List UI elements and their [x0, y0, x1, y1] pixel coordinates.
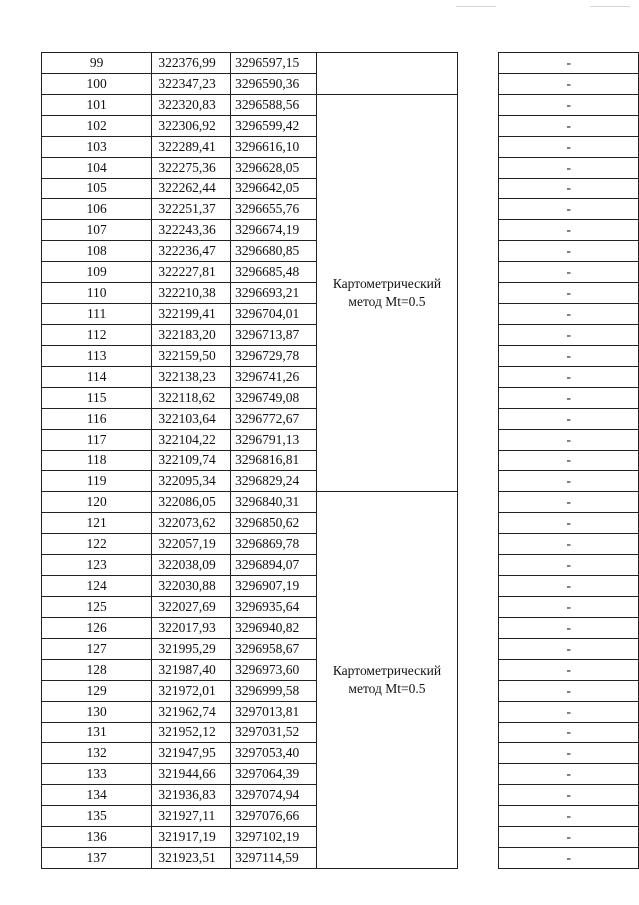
- remark-dash-cell: -: [499, 199, 639, 220]
- y-coordinate-cell: 3297076,66: [231, 806, 317, 827]
- remark-dash-cell: -: [499, 53, 639, 74]
- point-number-cell: 99: [42, 53, 152, 74]
- column-gap-cell: [458, 806, 499, 827]
- column-gap-cell: [458, 178, 499, 199]
- remark-dash-cell: -: [499, 785, 639, 806]
- table-row: [42, 492, 639, 513]
- x-coordinate-cell: 322027,69: [152, 596, 231, 617]
- column-gap-cell: [458, 283, 499, 304]
- x-coordinate-cell: 322109,74: [152, 450, 231, 471]
- column-gap-cell: [458, 366, 499, 387]
- column-gap-cell: [458, 827, 499, 848]
- column-gap-cell: [458, 199, 499, 220]
- column-gap-cell: [458, 513, 499, 534]
- x-coordinate-cell: 322227,81: [152, 262, 231, 283]
- remark-dash-cell: -: [499, 764, 639, 785]
- y-coordinate-cell: 3297013,81: [231, 701, 317, 722]
- y-coordinate-cell: 3296597,15: [231, 53, 317, 74]
- remark-dash-cell: -: [499, 324, 639, 345]
- y-coordinate-cell: 3296655,76: [231, 199, 317, 220]
- point-number-cell: 117: [42, 429, 152, 450]
- table-row: [42, 53, 639, 74]
- x-coordinate-cell: 322038,09: [152, 555, 231, 576]
- x-coordinate-cell: 321962,74: [152, 701, 231, 722]
- x-coordinate-cell: 321944,66: [152, 764, 231, 785]
- remark-dash-cell: -: [499, 513, 639, 534]
- remark-dash-cell: -: [499, 366, 639, 387]
- x-coordinate-cell: 322104,22: [152, 429, 231, 450]
- x-coordinate-cell: 321936,83: [152, 785, 231, 806]
- remark-dash-cell: -: [499, 659, 639, 680]
- point-number-cell: 112: [42, 324, 152, 345]
- x-coordinate-cell: 322199,41: [152, 304, 231, 325]
- remark-dash-cell: -: [499, 73, 639, 94]
- column-gap-cell: [458, 701, 499, 722]
- remark-dash-cell: -: [499, 806, 639, 827]
- point-number-cell: 128: [42, 659, 152, 680]
- column-gap-cell: [458, 115, 499, 136]
- y-coordinate-cell: 3296999,58: [231, 680, 317, 701]
- y-coordinate-cell: 3296973,60: [231, 659, 317, 680]
- y-coordinate-cell: 3296958,67: [231, 638, 317, 659]
- remark-dash-cell: -: [499, 471, 639, 492]
- method-note-cell: Картометрический метод Mt=0.5: [316, 94, 457, 492]
- column-gap-cell: [458, 848, 499, 869]
- column-gap-cell: [458, 722, 499, 743]
- point-number-cell: 105: [42, 178, 152, 199]
- x-coordinate-cell: 322017,93: [152, 617, 231, 638]
- column-gap-cell: [458, 387, 499, 408]
- y-coordinate-cell: 3296935,64: [231, 596, 317, 617]
- x-coordinate-cell: 322262,44: [152, 178, 231, 199]
- column-gap-cell: [458, 785, 499, 806]
- x-coordinate-cell: 322030,88: [152, 576, 231, 597]
- point-number-cell: 129: [42, 680, 152, 701]
- x-coordinate-cell: 321995,29: [152, 638, 231, 659]
- y-coordinate-cell: 3296869,78: [231, 534, 317, 555]
- point-number-cell: 120: [42, 492, 152, 513]
- point-number-cell: 130: [42, 701, 152, 722]
- column-gap-cell: [458, 534, 499, 555]
- column-gap-cell: [458, 408, 499, 429]
- remark-dash-cell: -: [499, 596, 639, 617]
- x-coordinate-cell: 322159,50: [152, 345, 231, 366]
- remark-dash-cell: -: [499, 115, 639, 136]
- column-gap-cell: [458, 157, 499, 178]
- point-number-cell: 127: [42, 638, 152, 659]
- point-number-cell: 131: [42, 722, 152, 743]
- y-coordinate-cell: 3296674,19: [231, 220, 317, 241]
- point-number-cell: 122: [42, 534, 152, 555]
- y-coordinate-cell: 3296680,85: [231, 241, 317, 262]
- x-coordinate-cell: 322306,92: [152, 115, 231, 136]
- remark-dash-cell: -: [499, 701, 639, 722]
- x-coordinate-cell: 322376,99: [152, 53, 231, 74]
- point-number-cell: 124: [42, 576, 152, 597]
- column-gap-cell: [458, 220, 499, 241]
- y-coordinate-cell: 3296816,81: [231, 450, 317, 471]
- x-coordinate-cell: 321972,01: [152, 680, 231, 701]
- x-coordinate-cell: 321927,11: [152, 806, 231, 827]
- y-coordinate-cell: 3297114,59: [231, 848, 317, 869]
- x-coordinate-cell: 322118,62: [152, 387, 231, 408]
- scan-edge-line: [456, 6, 496, 7]
- coordinates-table-body: [42, 53, 639, 869]
- column-gap-cell: [458, 764, 499, 785]
- x-coordinate-cell: 321923,51: [152, 848, 231, 869]
- remark-dash-cell: -: [499, 534, 639, 555]
- y-coordinate-cell: 3296729,78: [231, 345, 317, 366]
- point-number-cell: 101: [42, 94, 152, 115]
- remark-dash-cell: -: [499, 617, 639, 638]
- column-gap-cell: [458, 304, 499, 325]
- point-number-cell: 100: [42, 73, 152, 94]
- column-gap-cell: [458, 345, 499, 366]
- column-gap-cell: [458, 94, 499, 115]
- point-number-cell: 132: [42, 743, 152, 764]
- remark-dash-cell: -: [499, 157, 639, 178]
- column-gap-cell: [458, 429, 499, 450]
- column-gap-cell: [458, 680, 499, 701]
- point-number-cell: 126: [42, 617, 152, 638]
- y-coordinate-cell: 3296840,31: [231, 492, 317, 513]
- method-note-cell: Картометрический метод Mt=0.5: [316, 492, 457, 869]
- point-number-cell: 136: [42, 827, 152, 848]
- y-coordinate-cell: 3297064,39: [231, 764, 317, 785]
- point-number-cell: 119: [42, 471, 152, 492]
- y-coordinate-cell: 3296704,01: [231, 304, 317, 325]
- y-coordinate-cell: 3296749,08: [231, 387, 317, 408]
- coordinates-table-container: [41, 52, 639, 869]
- column-gap-cell: [458, 743, 499, 764]
- remark-dash-cell: -: [499, 408, 639, 429]
- point-number-cell: 134: [42, 785, 152, 806]
- column-gap-cell: [458, 492, 499, 513]
- remark-dash-cell: -: [499, 304, 639, 325]
- column-gap-cell: [458, 73, 499, 94]
- column-gap-cell: [458, 638, 499, 659]
- point-number-cell: 137: [42, 848, 152, 869]
- y-coordinate-cell: 3296940,82: [231, 617, 317, 638]
- remark-dash-cell: -: [499, 241, 639, 262]
- column-gap-cell: [458, 324, 499, 345]
- x-coordinate-cell: 322289,41: [152, 136, 231, 157]
- x-coordinate-cell: 322243,36: [152, 220, 231, 241]
- remark-dash-cell: -: [499, 638, 639, 659]
- point-number-cell: 106: [42, 199, 152, 220]
- y-coordinate-cell: 3296599,42: [231, 115, 317, 136]
- y-coordinate-cell: 3296713,87: [231, 324, 317, 345]
- point-number-cell: 116: [42, 408, 152, 429]
- y-coordinate-cell: 3296642,05: [231, 178, 317, 199]
- column-gap-cell: [458, 596, 499, 617]
- y-coordinate-cell: 3296829,24: [231, 471, 317, 492]
- column-gap-cell: [458, 136, 499, 157]
- remark-dash-cell: -: [499, 178, 639, 199]
- remark-dash-cell: -: [499, 576, 639, 597]
- table-row: [42, 94, 639, 115]
- point-number-cell: 113: [42, 345, 152, 366]
- y-coordinate-cell: 3296850,62: [231, 513, 317, 534]
- column-gap-cell: [458, 53, 499, 74]
- y-coordinate-cell: 3296907,19: [231, 576, 317, 597]
- point-number-cell: 109: [42, 262, 152, 283]
- remark-dash-cell: -: [499, 283, 639, 304]
- x-coordinate-cell: 321952,12: [152, 722, 231, 743]
- remark-dash-cell: -: [499, 555, 639, 576]
- remark-dash-cell: -: [499, 387, 639, 408]
- column-gap-cell: [458, 450, 499, 471]
- remark-dash-cell: -: [499, 220, 639, 241]
- column-gap-cell: [458, 659, 499, 680]
- column-gap-cell: [458, 241, 499, 262]
- x-coordinate-cell: 322057,19: [152, 534, 231, 555]
- y-coordinate-cell: 3296894,07: [231, 555, 317, 576]
- column-gap-cell: [458, 576, 499, 597]
- point-number-cell: 115: [42, 387, 152, 408]
- point-number-cell: 133: [42, 764, 152, 785]
- x-coordinate-cell: 321917,19: [152, 827, 231, 848]
- point-number-cell: 102: [42, 115, 152, 136]
- point-number-cell: 111: [42, 304, 152, 325]
- y-coordinate-cell: 3297053,40: [231, 743, 317, 764]
- remark-dash-cell: -: [499, 136, 639, 157]
- point-number-cell: 110: [42, 283, 152, 304]
- scan-edge-line: [590, 6, 630, 7]
- x-coordinate-cell: 322275,36: [152, 157, 231, 178]
- x-coordinate-cell: 322138,23: [152, 366, 231, 387]
- y-coordinate-cell: 3297074,94: [231, 785, 317, 806]
- column-gap-cell: [458, 471, 499, 492]
- point-number-cell: 114: [42, 366, 152, 387]
- y-coordinate-cell: 3296588,56: [231, 94, 317, 115]
- remark-dash-cell: -: [499, 450, 639, 471]
- x-coordinate-cell: 321947,95: [152, 743, 231, 764]
- x-coordinate-cell: 322095,34: [152, 471, 231, 492]
- point-number-cell: 121: [42, 513, 152, 534]
- x-coordinate-cell: 322236,47: [152, 241, 231, 262]
- point-number-cell: 135: [42, 806, 152, 827]
- remark-dash-cell: -: [499, 848, 639, 869]
- remark-dash-cell: -: [499, 827, 639, 848]
- x-coordinate-cell: 321987,40: [152, 659, 231, 680]
- x-coordinate-cell: 322347,23: [152, 73, 231, 94]
- point-number-cell: 103: [42, 136, 152, 157]
- y-coordinate-cell: 3296628,05: [231, 157, 317, 178]
- point-number-cell: 108: [42, 241, 152, 262]
- point-number-cell: 123: [42, 555, 152, 576]
- x-coordinate-cell: 322183,20: [152, 324, 231, 345]
- x-coordinate-cell: 322086,05: [152, 492, 231, 513]
- y-coordinate-cell: 3296685,48: [231, 262, 317, 283]
- point-number-cell: 118: [42, 450, 152, 471]
- coordinates-table: [41, 52, 639, 869]
- method-note-cell: [316, 53, 457, 95]
- column-gap-cell: [458, 555, 499, 576]
- point-number-cell: 107: [42, 220, 152, 241]
- remark-dash-cell: -: [499, 429, 639, 450]
- point-number-cell: 104: [42, 157, 152, 178]
- y-coordinate-cell: 3296693,21: [231, 283, 317, 304]
- remark-dash-cell: -: [499, 345, 639, 366]
- remark-dash-cell: -: [499, 743, 639, 764]
- y-coordinate-cell: 3296741,26: [231, 366, 317, 387]
- x-coordinate-cell: 322320,83: [152, 94, 231, 115]
- y-coordinate-cell: 3296772,67: [231, 408, 317, 429]
- x-coordinate-cell: 322251,37: [152, 199, 231, 220]
- x-coordinate-cell: 322073,62: [152, 513, 231, 534]
- x-coordinate-cell: 322210,38: [152, 283, 231, 304]
- point-number-cell: 125: [42, 596, 152, 617]
- y-coordinate-cell: 3296791,13: [231, 429, 317, 450]
- y-coordinate-cell: 3296616,10: [231, 136, 317, 157]
- column-gap-cell: [458, 617, 499, 638]
- y-coordinate-cell: 3297102,19: [231, 827, 317, 848]
- x-coordinate-cell: 322103,64: [152, 408, 231, 429]
- remark-dash-cell: -: [499, 94, 639, 115]
- remark-dash-cell: -: [499, 680, 639, 701]
- column-gap-cell: [458, 262, 499, 283]
- remark-dash-cell: -: [499, 262, 639, 283]
- remark-dash-cell: -: [499, 492, 639, 513]
- y-coordinate-cell: 3297031,52: [231, 722, 317, 743]
- y-coordinate-cell: 3296590,36: [231, 73, 317, 94]
- remark-dash-cell: -: [499, 722, 639, 743]
